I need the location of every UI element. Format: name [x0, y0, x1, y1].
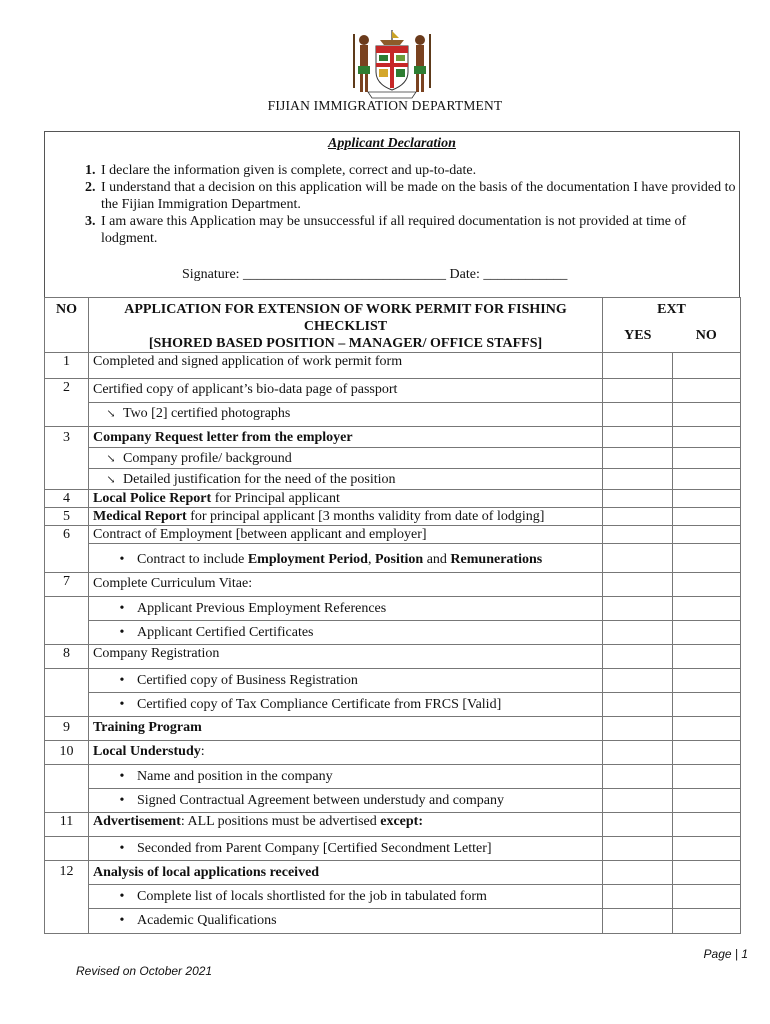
subitem-bold: Position: [374, 552, 424, 567]
bullet-icon: •: [119, 697, 125, 712]
row-number: 5: [45, 508, 89, 526]
row-number: 4: [45, 490, 89, 508]
table-row: [45, 427, 741, 448]
no-checkbox-cell[interactable]: [673, 448, 741, 469]
row-number: 9: [45, 717, 89, 741]
yes-checkbox-cell[interactable]: [603, 427, 673, 448]
bullet-icon: •: [119, 673, 125, 688]
no-checkbox-cell[interactable]: [673, 669, 741, 693]
row-text: [89, 508, 603, 526]
checklist-heading-line1: APPLICATION FOR EXTENSION OF WORK PERMIT FOR FISHING: [124, 302, 567, 317]
yes-checkbox-cell[interactable]: [603, 448, 673, 469]
table-row: [45, 469, 741, 490]
row-subitem: [89, 621, 603, 645]
applicant-declaration-box: [44, 131, 740, 298]
no-checkbox-cell[interactable]: [673, 526, 741, 544]
declaration-list: [75, 162, 739, 247]
yes-checkbox-cell[interactable]: [603, 403, 673, 427]
no-checkbox-cell[interactable]: [673, 353, 741, 379]
yes-checkbox-cell[interactable]: [603, 645, 673, 669]
row-subitem: [89, 669, 603, 693]
table-row: [45, 448, 741, 469]
arrow-bullet-icon: ↘: [106, 408, 116, 420]
bullet-icon: •: [119, 601, 125, 616]
no-checkbox-cell[interactable]: [673, 490, 741, 508]
row-subitem: [89, 693, 603, 717]
row-text: Company Registration: [89, 645, 603, 669]
yes-checkbox-cell[interactable]: [603, 597, 673, 621]
subitem-text: and: [423, 552, 451, 567]
row-subitem: [89, 885, 603, 909]
row-number: 7: [45, 573, 89, 597]
row-text: [89, 490, 603, 508]
yes-checkbox-cell[interactable]: [603, 717, 673, 741]
table-row: [45, 645, 741, 669]
fiji-coat-of-arms-icon: [350, 28, 434, 100]
row-text: Contract of Employment [between applicant and employer]: [89, 526, 603, 544]
arrow-bullet-icon: ↘: [106, 453, 116, 465]
row-text: Training Program: [89, 717, 603, 741]
no-checkbox-cell[interactable]: [673, 837, 741, 861]
no-checkbox-cell[interactable]: [673, 544, 741, 573]
row-number-empty: [45, 669, 89, 717]
bullet-icon: •: [119, 889, 125, 904]
row-number: 10: [45, 741, 89, 765]
yes-checkbox-cell[interactable]: [603, 544, 673, 573]
table-row: [45, 717, 741, 741]
subitem-text: Name and position in the company: [137, 769, 333, 784]
row-number: 3: [45, 427, 89, 490]
yes-checkbox-cell[interactable]: [603, 693, 673, 717]
row-number: 1: [45, 353, 89, 379]
row-number: 12: [45, 861, 89, 934]
subitem-text: ,: [367, 552, 375, 567]
subitem-text: Two [2] certified photographs: [123, 406, 291, 421]
yes-checkbox-cell[interactable]: [603, 909, 673, 934]
bullet-icon: •: [119, 552, 125, 567]
table-row: [45, 490, 741, 508]
yes-checkbox-cell[interactable]: [603, 885, 673, 909]
row-subitem: [89, 765, 603, 789]
yes-checkbox-cell[interactable]: [603, 508, 673, 526]
table-row: [45, 765, 741, 789]
no-checkbox-cell[interactable]: [673, 813, 741, 837]
bullet-icon: •: [119, 625, 125, 640]
row-subitem: [89, 469, 603, 490]
no-checkbox-cell[interactable]: [673, 693, 741, 717]
yes-checkbox-cell[interactable]: [603, 490, 673, 508]
row-text: [89, 741, 603, 765]
row-number: 11: [45, 813, 89, 837]
yes-checkbox-cell[interactable]: [603, 353, 673, 379]
row-text-rest: for Principal applicant: [211, 491, 340, 506]
row-text-bold: Local Understudy: [93, 744, 201, 759]
row-number: 2: [45, 379, 89, 427]
row-text: Analysis of local applications received: [89, 861, 603, 885]
subitem-text: Applicant Previous Employment References: [137, 601, 387, 616]
yes-checkbox-cell[interactable]: [603, 813, 673, 837]
subitem-text: Certified copy of Tax Compliance Certificate from FRCS [Valid]: [137, 697, 502, 712]
row-subitem: [89, 448, 603, 469]
no-checkbox-cell[interactable]: [673, 909, 741, 934]
declaration-item: 2. I understand that a decision on this application will be made on the basis of the documentation I have provided to the Fijian Immigration Department.: [99, 179, 739, 213]
no-checkbox-cell[interactable]: [673, 403, 741, 427]
subitem-text: Applicant Certified Certificates: [137, 625, 314, 640]
table-row: [45, 597, 741, 621]
table-row: [45, 885, 741, 909]
yes-checkbox-cell[interactable]: [603, 469, 673, 490]
date-field[interactable]: ____________: [483, 267, 568, 282]
table-row: [45, 789, 741, 813]
subitem-bold: Remunerations: [450, 552, 543, 567]
declaration-item: 1. I declare the information given is complete, correct and up-to-date.: [99, 162, 739, 179]
table-row: [45, 508, 741, 526]
subitem-text: Company profile/ background: [123, 451, 292, 466]
checklist-heading-line3: [SHORED BASED POSITION – MANAGER/ OFFICE STAFFS]: [148, 336, 543, 351]
row-text-bold: Local Police Report: [93, 491, 212, 506]
subitem-text: Signed Contractual Agreement between understudy and company: [137, 793, 505, 808]
table-row: [45, 573, 741, 597]
row-text: Complete Curriculum Vitae:: [89, 573, 603, 597]
no-checkbox-cell[interactable]: [673, 508, 741, 526]
yes-checkbox-cell[interactable]: [603, 789, 673, 813]
no-checkbox-cell[interactable]: [673, 789, 741, 813]
date-label: Date:: [449, 267, 480, 282]
declaration-title: Applicant Declaration: [328, 136, 456, 151]
yes-checkbox-cell[interactable]: [603, 837, 673, 861]
row-text-bold: Medical Report: [93, 509, 187, 524]
col-header-no-check: NO: [673, 327, 741, 352]
row-subitem: [89, 597, 603, 621]
yes-checkbox-cell[interactable]: [603, 669, 673, 693]
table-row: [45, 379, 741, 403]
subitem-text: Certified copy of Business Registration: [137, 673, 358, 688]
row-number: 8: [45, 645, 89, 669]
yes-checkbox-cell[interactable]: [603, 526, 673, 544]
signature-line: [182, 267, 567, 283]
no-checkbox-cell[interactable]: [673, 427, 741, 448]
table-row: [45, 861, 741, 885]
subitem-text: Seconded from Parent Company [Certified Secondment Letter]: [137, 841, 492, 856]
table-row: [45, 526, 741, 544]
yes-checkbox-cell[interactable]: [603, 379, 673, 403]
no-checkbox-cell[interactable]: [673, 717, 741, 741]
row-text-rest: : ALL positions must be advertised: [180, 814, 381, 829]
no-checkbox-cell[interactable]: [673, 861, 741, 885]
row-subitem: [89, 837, 603, 861]
subitem-text: Academic Qualifications: [137, 913, 277, 928]
row-number-empty: [45, 765, 89, 813]
row-text-bold: except:: [380, 814, 423, 829]
table-row: [45, 669, 741, 693]
row-number-empty: [45, 597, 89, 645]
bullet-icon: •: [119, 769, 125, 784]
subitem-text: Complete list of locals shortlisted for the job in tabulated form: [137, 889, 487, 904]
table-row: [45, 813, 741, 837]
no-checkbox-cell[interactable]: [673, 765, 741, 789]
table-row: [45, 693, 741, 717]
row-text: Completed and signed application of work permit form: [89, 353, 603, 379]
row-subitem: [89, 909, 603, 934]
no-checkbox-cell[interactable]: [673, 645, 741, 669]
table-row: [45, 403, 741, 427]
no-checkbox-cell[interactable]: [673, 741, 741, 765]
row-text-bold: Advertisement: [93, 814, 181, 829]
row-text: [89, 813, 603, 837]
col-header-no: NO: [45, 298, 89, 353]
yes-checkbox-cell[interactable]: [603, 861, 673, 885]
table-header-row: [45, 298, 741, 328]
bullet-icon: •: [119, 913, 125, 928]
table-row: [45, 353, 741, 379]
row-subitem: [89, 544, 603, 573]
signature-field[interactable]: _____________________________: [243, 267, 447, 282]
table-row: [45, 741, 741, 765]
row-text-rest: for principal applicant [3 months validity from date of lodging]: [186, 509, 545, 524]
yes-checkbox-cell[interactable]: [603, 741, 673, 765]
signature-label: Signature:: [182, 267, 240, 282]
row-number-empty: [45, 837, 89, 861]
bullet-icon: •: [119, 841, 125, 856]
no-checkbox-cell[interactable]: [673, 885, 741, 909]
no-checkbox-cell[interactable]: [673, 621, 741, 645]
subitem-bold: Employment Period: [247, 552, 368, 567]
row-text: Company Request letter from the employer: [89, 427, 603, 448]
yes-checkbox-cell[interactable]: [603, 765, 673, 789]
no-checkbox-cell[interactable]: [673, 573, 741, 597]
bullet-icon: •: [119, 793, 125, 808]
col-header-ext: EXT: [603, 298, 741, 328]
table-row: [45, 544, 741, 573]
department-title: FIJIAN IMMIGRATION DEPARTMENT: [267, 98, 503, 113]
page-number: Page | 1: [703, 947, 748, 961]
subitem-text: Contract to include: [137, 552, 248, 567]
revision-note: Revised on October 2021: [76, 964, 213, 978]
col-header-yes: YES: [603, 327, 673, 352]
declaration-item: 3. I am aware this Application may be unsuccessful if all required documentation is not provided at time of lodgment.: [99, 213, 739, 247]
table-row: [45, 837, 741, 861]
row-subitem: [89, 403, 603, 427]
checklist-heading-line2: CHECKLIST: [303, 319, 388, 334]
checklist-table: [44, 297, 741, 934]
row-text-rest: :: [200, 744, 205, 759]
yes-checkbox-cell[interactable]: [603, 573, 673, 597]
table-row: [45, 621, 741, 645]
row-text: Certified copy of applicant’s bio-data page of passport: [89, 379, 603, 403]
row-number: 6: [45, 526, 89, 573]
subitem-text: Detailed justification for the need of the position: [123, 472, 396, 487]
yes-checkbox-cell[interactable]: [603, 621, 673, 645]
table-row: [45, 909, 741, 934]
arrow-bullet-icon: ↘: [106, 474, 116, 486]
no-checkbox-cell[interactable]: [673, 379, 741, 403]
row-subitem: [89, 789, 603, 813]
no-checkbox-cell[interactable]: [673, 469, 741, 490]
no-checkbox-cell[interactable]: [673, 597, 741, 621]
checklist-heading: [89, 298, 603, 353]
